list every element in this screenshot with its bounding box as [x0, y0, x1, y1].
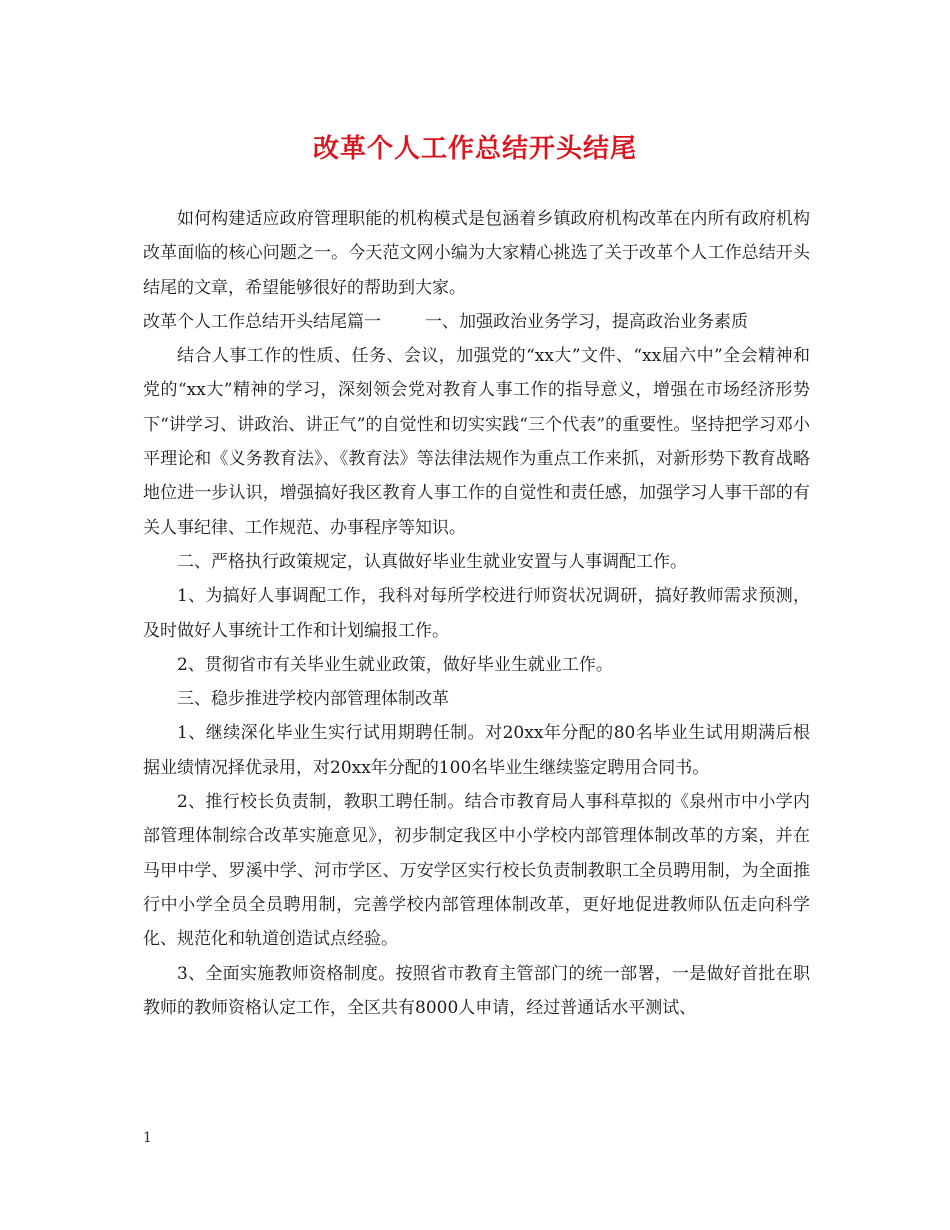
first-point-heading: 一、加强政治业务学习，提高政治业务素质: [425, 311, 748, 332]
page-title: 改革个人工作总结开头结尾: [312, 134, 637, 164]
paragraph-probation: 1、继续深化毕业生实行试用期聘任制。对20xx年分配的80名毕业生试用期满后根据业绩情况择优录用，对20xx年分配的100名毕业生继续鉴定聘用合同书。: [143, 723, 810, 778]
document-body: [143, 202, 810, 1025]
paragraph-reform-heading: 三、稳步推进学校内部管理体制改革: [177, 689, 449, 710]
paragraph-teacher-qualification: 3、全面实施教师资格制度。按照省市教育主管部门的统一部署，一是做好首批在职教师的教师资格认定工作，全区共有8000人申请，经过普通话水平测试、: [143, 963, 810, 1018]
paragraph-study: 结合人事工作的性质、任务、会议，加强党的“xx大”文件、“xx届六中”全会精神和党的“xx大”精神的学习，深刻领会党对教育人事工作的指导意义，增强在市场经济形势下“讲学习、讲政治、讲正气”的自觉性和切实实践“三个代表”的重要性。坚持把学习邓小平理论和《义务教育法》、《教育法》等法律法规作为重点工作来抓，对新形势下教育战略地位进一步认识，增强搞好我区教育人事工作的自觉性和责任感，加强学习人事干部的有关人事纪律、工作规范、办事程序等知识。: [143, 346, 810, 538]
intro-paragraph: 如何构建适应政府管理职能的机构模式是包涵着乡镇政府机构改革在内所有政府机构改革面临的核心问题之一。今天范文网小编为大家精心挑选了关于改革个人工作总结开头结尾的文章，希望能够很好的帮助到大家。: [143, 209, 810, 298]
paragraph-policy-heading: 二、严格执行政策规定，认真做好毕业生就业安置与人事调配工作。: [177, 551, 687, 572]
page-number: 1: [143, 1130, 152, 1146]
section-heading: 改革个人工作总结开头结尾篇一: [143, 311, 381, 332]
section-heading-line: [143, 305, 810, 339]
paragraph-graduate-policy: 2、贯彻省市有关毕业生就业政策，做好毕业生就业工作。: [177, 654, 613, 675]
paragraph-principal-responsibility: 2、推行校长负责制，教职工聘任制。结合市教育局人事科草拟的《泉州市中小学内部管理体制综合改革实施意见》，初步制定我区中小学校内部管理体制改革的方案，并在马甲中学、罗溪中学、河市学区、万安学区实行校长负责制教职工全员聘用制，为全面推行中小学全员全员聘用制，完善学校内部管理体制改革，更好地促进教师队伍走向科学化、规范化和轨道创造试点经验。: [143, 792, 810, 950]
paragraph-staffing: 1、为搞好人事调配工作，我科对每所学校进行师资状况调研，搞好教师需求预测，及时做好人事统计工作和计划编报工作。: [143, 586, 810, 641]
